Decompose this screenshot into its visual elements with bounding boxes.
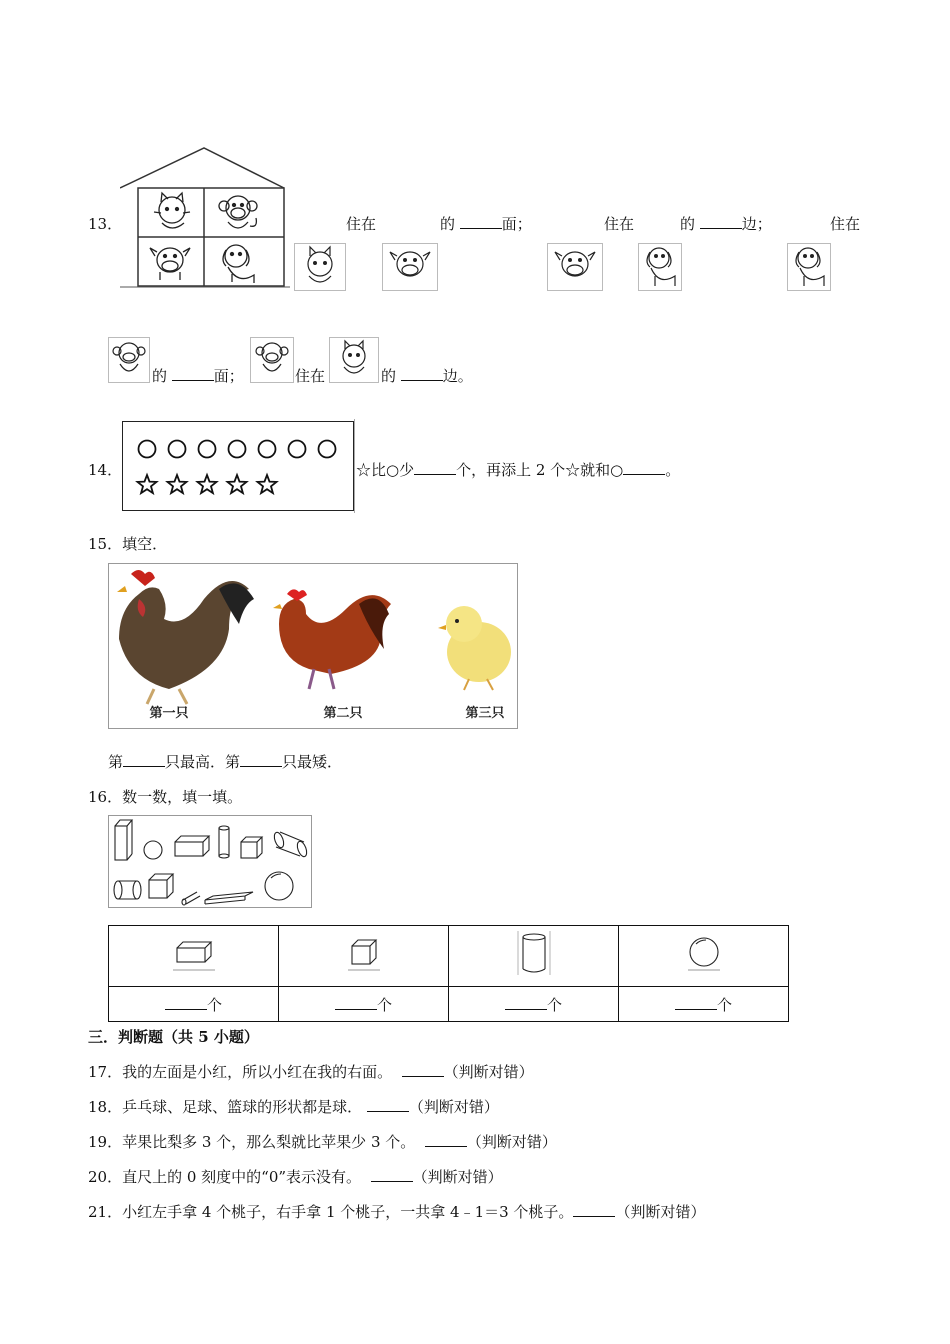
solids-picture — [108, 815, 312, 908]
circle-icon — [229, 441, 246, 458]
answer-blank[interactable] — [123, 752, 165, 767]
cat-icon — [329, 337, 379, 383]
caption-second: 第二只 — [323, 706, 363, 721]
cow-icon — [150, 248, 190, 280]
col-cuboid — [109, 926, 279, 987]
answer-blank[interactable] — [414, 460, 456, 475]
judgment-20: 20．直尺上的 0 刻度中的“0”表示没有。 （判断对错） — [88, 1168, 503, 1186]
count-cell: 个 — [279, 987, 449, 1022]
circle-icon — [199, 441, 216, 458]
q14-number: 14． — [88, 461, 123, 479]
answer-blank[interactable] — [700, 214, 742, 229]
circle-icon — [139, 441, 156, 458]
lying-cylinder-icon — [273, 831, 309, 858]
judgment-17: 17．我的左面是小红，所以小红在我的右面。 （判断对错） — [88, 1063, 534, 1081]
count-cell: 个 — [109, 987, 279, 1022]
count-table — [108, 925, 789, 1022]
q14-shape-box — [122, 421, 354, 511]
caption-third: 第三只 — [465, 706, 505, 721]
q15-sentence: 第 只最高．第 只最矮． — [108, 753, 343, 771]
circle-icon — [169, 441, 186, 458]
section-title: 三．判断题（共 5 小题） — [88, 1028, 259, 1046]
house-illustration — [120, 146, 290, 295]
q16-title: 16．数一数，填一填。 — [88, 788, 243, 806]
count-cell: 个 — [619, 987, 789, 1022]
chick-icon — [438, 606, 511, 690]
cat-icon — [294, 243, 346, 291]
cube-icon — [149, 874, 173, 898]
small-cylinder-icon — [182, 892, 200, 905]
answer-blank[interactable] — [371, 1167, 413, 1182]
q14-sentence: ☆比○少 个，再添上 2 个☆就和○ 。 — [356, 461, 681, 479]
circle-icon — [319, 441, 336, 458]
monkey-icon — [108, 337, 150, 383]
divider — [354, 419, 355, 513]
q13-live-at-1: 住在 — [346, 215, 377, 233]
flat-cuboid-icon — [205, 892, 253, 904]
rooster-chick-picture — [108, 563, 518, 729]
sphere-icon — [684, 934, 724, 974]
q13-of-3: 的 面； — [152, 367, 244, 385]
q13-of-1: 的 面； — [440, 215, 532, 233]
rooster-1-icon — [117, 570, 254, 704]
q13-live-at-4: 住在 — [295, 367, 326, 385]
dog-icon — [638, 243, 682, 291]
q13-live-at-3: 住在 — [830, 215, 861, 233]
judgment-18: 18．乒乓球、足球、篮球的形状都是球． （判断对错） — [88, 1098, 499, 1116]
star-icon — [258, 475, 277, 493]
rooster-2-icon — [273, 589, 391, 689]
col-sphere — [619, 926, 789, 987]
answer-blank[interactable] — [505, 995, 547, 1010]
caption-first: 第一只 — [149, 706, 189, 721]
answer-blank[interactable] — [402, 1062, 444, 1077]
col-cylinder — [449, 926, 619, 987]
star-icon — [228, 475, 247, 493]
sphere-icon — [265, 872, 293, 900]
answer-blank[interactable] — [623, 460, 665, 475]
cube-icon — [344, 934, 384, 974]
cuboid-icon — [175, 836, 209, 856]
cylinder-icon — [219, 826, 229, 858]
tall-cuboid-icon — [115, 820, 132, 860]
dog-icon — [787, 243, 831, 291]
q13-of-2: 的 边； — [680, 215, 772, 233]
star-icon — [198, 475, 217, 493]
answer-blank[interactable] — [240, 752, 282, 767]
answer-blank[interactable] — [675, 995, 717, 1010]
monkey-icon — [250, 337, 294, 383]
q15-title: 15．填空． — [88, 535, 168, 553]
count-cell: 个 — [449, 987, 619, 1022]
cuboid-icon — [169, 934, 219, 974]
answer-blank[interactable] — [425, 1132, 467, 1147]
answer-blank[interactable] — [573, 1202, 615, 1217]
answer-blank[interactable] — [367, 1097, 409, 1112]
col-cube — [279, 926, 449, 987]
q13-of-4: 的 边。 — [381, 367, 473, 385]
star-icon — [138, 475, 157, 493]
q13-live-at-2: 住在 — [604, 215, 635, 233]
cow-icon — [382, 243, 438, 291]
answer-blank[interactable] — [401, 366, 443, 381]
cow-icon — [547, 243, 603, 291]
cube-icon — [241, 837, 262, 858]
answer-blank[interactable] — [165, 995, 207, 1010]
sphere-icon — [144, 841, 162, 859]
answer-blank[interactable] — [335, 995, 377, 1010]
cat-icon — [154, 193, 190, 228]
circle-icon — [259, 441, 276, 458]
answer-blank[interactable] — [172, 366, 214, 381]
cylinder-icon — [114, 881, 141, 899]
q13-number: 13． — [88, 215, 123, 233]
circle-icon — [289, 441, 306, 458]
star-icon — [168, 475, 187, 493]
answer-blank[interactable] — [460, 214, 502, 229]
judgment-21: 21．小红左手拿 4 个桃子，右手拿 1 个桃子，一共拿 4﹣1＝3 个桃子。 （判断对错） — [88, 1203, 706, 1221]
judgment-19: 19．苹果比梨多 3 个，那么梨就比苹果少 3 个。 （判断对错） — [88, 1133, 557, 1151]
dog-icon — [223, 245, 254, 283]
cylinder-icon — [514, 929, 554, 979]
monkey-icon — [219, 196, 257, 228]
